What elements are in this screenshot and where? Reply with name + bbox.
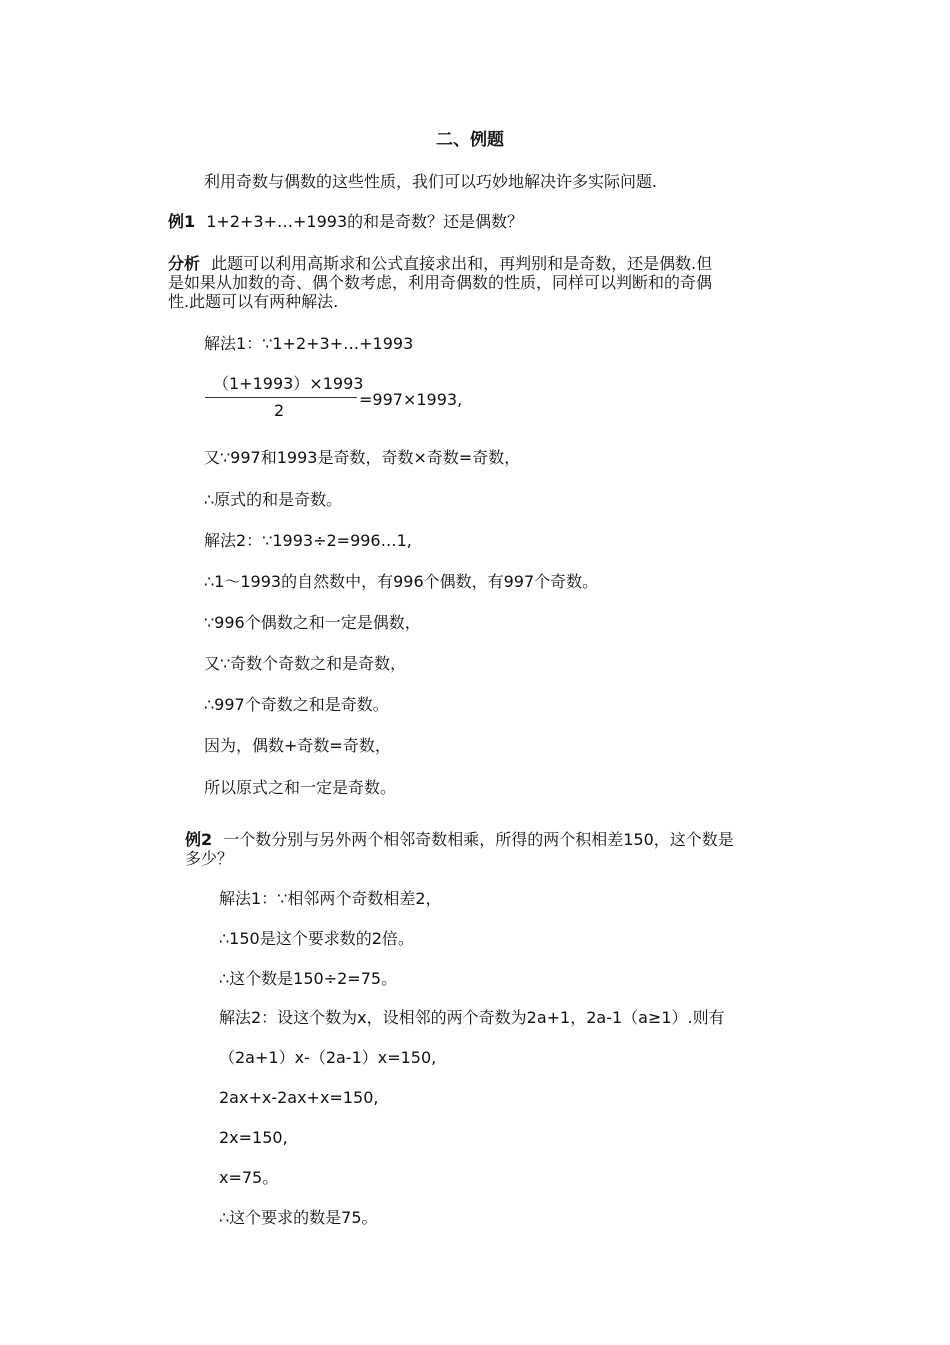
- ex1-method2-line2: ∴1～1993的自然数中，有996个偶数，有997个奇数。: [204, 572, 599, 591]
- example1-label: 例1: [168, 212, 196, 231]
- fraction-numerator: （1+1993）×1993: [213, 374, 364, 393]
- sum-fraction: [205, 374, 364, 420]
- example2-question-1: 一个数分别与另外两个相邻奇数相乘，所得的两个积相差150，这个数是: [223, 830, 734, 849]
- ex1-method2-line3: ∵996个偶数之和一定是偶数，: [204, 613, 421, 632]
- ex1-method1-line3: 又∵997和1993是奇数，奇数×奇数=奇数，: [204, 448, 521, 467]
- example1-heading: [168, 212, 523, 232]
- ex1-method2-line6: 因为，偶数+奇数=奇数，: [204, 736, 391, 755]
- fraction-denominator: 2: [274, 401, 285, 420]
- intro-text: 利用奇数与偶数的这些性质，我们可以巧妙地解决许多实际问题.: [204, 172, 658, 191]
- analysis-text-1: 此题可以利用高斯求和公式直接求出和，再判别和是奇数，还是偶数.但: [211, 254, 713, 273]
- ex2-method2-line1: 解法2：设这个数为x，设相邻的两个奇数为2a+1，2a-1（a≥1）.则有: [219, 1008, 725, 1027]
- ex2-method1-line3: ∴这个数是150÷2=75。: [219, 969, 398, 988]
- ex2-method2-line4: 2x=150,: [219, 1128, 288, 1147]
- example2-label: 例2: [185, 830, 213, 849]
- ex1-method2-line5: ∴997个奇数之和是奇数。: [204, 695, 389, 714]
- example1-question: 1+2+3+…+1993的和是奇数？还是偶数？: [206, 212, 524, 231]
- ex2-method2-line6: ∴这个要求的数是75。: [219, 1208, 378, 1227]
- section-title: 二、例题: [436, 130, 504, 150]
- analysis-line-3: 性.此题可以有两种解法.: [168, 292, 339, 311]
- fraction-result: =997×1993,: [359, 390, 463, 409]
- ex1-method1-line1: 解法1：∵1+2+3+…+1993: [204, 334, 414, 353]
- ex2-method1-line2: ∴150是这个要求数的2倍。: [219, 929, 414, 948]
- ex2-method1-line1: 解法1：∵相邻两个奇数相差2，: [219, 889, 442, 908]
- ex1-method2-line1: 解法2：∵1993÷2=996…1,: [204, 531, 412, 550]
- analysis-line-2: 是如果从加数的奇、偶个数考虑，利用奇偶数的性质，同样可以判断和的奇偶: [168, 273, 713, 292]
- analysis-label: 分析: [168, 254, 201, 273]
- ex1-method1-line4: ∴原式的和是奇数。: [204, 490, 343, 509]
- ex1-method2-line4: 又∵奇数个奇数之和是奇数，: [204, 654, 407, 673]
- ex2-method2-line2: （2a+1）x-（2a-1）x=150,: [219, 1048, 437, 1067]
- analysis-line-1: [168, 254, 712, 274]
- ex1-method2-line7: 所以原式之和一定是奇数。: [204, 778, 397, 797]
- fraction-bar: [205, 397, 357, 398]
- ex2-method2-line5: x=75。: [219, 1168, 279, 1187]
- ex2-method2-line3: 2ax+x-2ax+x=150,: [219, 1088, 379, 1107]
- example2-question-2: 多少？: [185, 849, 234, 868]
- example2-heading: [185, 830, 734, 850]
